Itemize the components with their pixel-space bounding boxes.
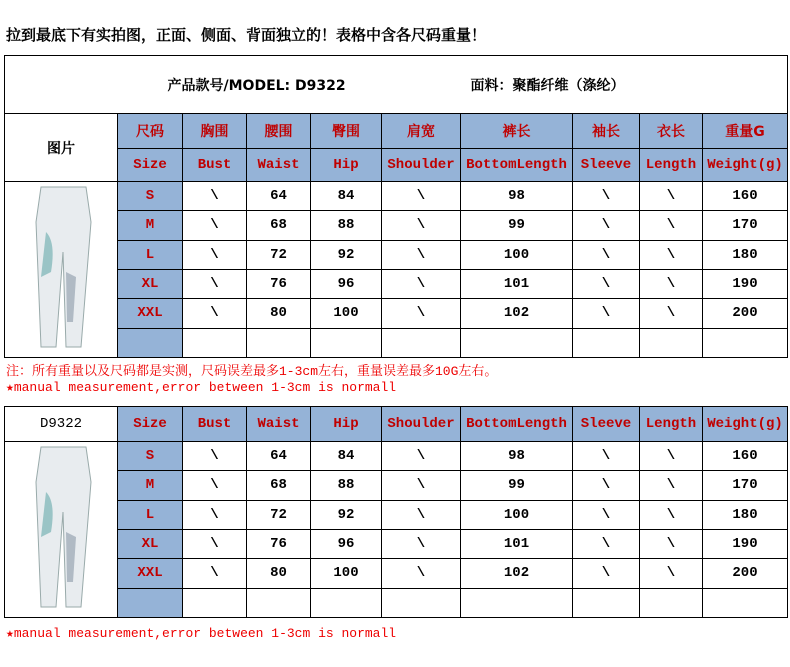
cell: \ bbox=[640, 500, 703, 529]
cell: \ bbox=[640, 471, 703, 500]
cell: \ bbox=[183, 529, 247, 558]
cell: \ bbox=[573, 211, 640, 240]
cell: 180 bbox=[703, 500, 788, 529]
header-en-2: Waist bbox=[247, 407, 311, 442]
cell: 101 bbox=[461, 529, 573, 558]
cell: \ bbox=[382, 442, 461, 471]
cell: 100 bbox=[461, 500, 573, 529]
cell: 180 bbox=[703, 240, 788, 269]
cell: \ bbox=[183, 500, 247, 529]
empty-cell bbox=[703, 328, 788, 357]
cell: \ bbox=[573, 182, 640, 211]
cell: 84 bbox=[311, 182, 382, 211]
table-row bbox=[5, 471, 788, 500]
fabric-label: 面料：聚酯纤维（涤纶） bbox=[470, 77, 625, 94]
table-row bbox=[5, 559, 788, 588]
cell: \ bbox=[183, 471, 247, 500]
picture-label: 图片 bbox=[5, 114, 118, 182]
header-cn-3: 臀围 bbox=[311, 114, 382, 149]
cell: 80 bbox=[247, 559, 311, 588]
cell: 102 bbox=[461, 299, 573, 328]
size-table-1 bbox=[4, 55, 788, 358]
cell: \ bbox=[640, 211, 703, 240]
header-cn-4: 肩宽 bbox=[382, 114, 461, 149]
table-row bbox=[5, 211, 788, 240]
cell: \ bbox=[183, 269, 247, 298]
cell: 170 bbox=[703, 211, 788, 240]
note-en-2: manual measurement,error between 1-3cm is normall bbox=[13, 626, 397, 641]
cell: \ bbox=[573, 559, 640, 588]
note-en-1: manual measurement,error between 1-3cm is normall bbox=[13, 380, 397, 395]
header-cn-2: 腰围 bbox=[247, 114, 311, 149]
cell: \ bbox=[382, 529, 461, 558]
table-row bbox=[5, 529, 788, 558]
cell: 68 bbox=[247, 471, 311, 500]
header-en-8: Weight(g) bbox=[703, 407, 788, 442]
empty-cell bbox=[311, 588, 382, 617]
cell: M bbox=[118, 471, 183, 500]
header-en-4: Shoulder bbox=[382, 407, 461, 442]
empty-cell bbox=[461, 328, 573, 357]
cell: 84 bbox=[311, 442, 382, 471]
cell: \ bbox=[573, 529, 640, 558]
cell: \ bbox=[573, 442, 640, 471]
cell: 88 bbox=[311, 471, 382, 500]
header-en-1: Bust bbox=[183, 149, 247, 182]
empty-cell bbox=[382, 588, 461, 617]
table-row bbox=[5, 299, 788, 328]
empty-cell bbox=[247, 328, 311, 357]
leggings-photo bbox=[11, 442, 111, 612]
cell: \ bbox=[382, 211, 461, 240]
empty-cell bbox=[247, 588, 311, 617]
cell: S bbox=[118, 182, 183, 211]
header-en-0: Size bbox=[118, 149, 183, 182]
empty-cell bbox=[311, 328, 382, 357]
table-row bbox=[5, 500, 788, 529]
empty-row bbox=[5, 588, 788, 617]
header-en-6: Sleeve bbox=[573, 149, 640, 182]
empty-row bbox=[5, 328, 788, 357]
top-banner-text: 拉到最底下有实拍图，正面、侧面、背面独立的！表格中含各尺码重量！ bbox=[6, 26, 487, 44]
cell: \ bbox=[382, 240, 461, 269]
cell: \ bbox=[573, 299, 640, 328]
leggings-photo bbox=[11, 182, 111, 352]
size-table-2 bbox=[4, 406, 788, 618]
empty-cell bbox=[640, 588, 703, 617]
empty-cell bbox=[382, 328, 461, 357]
cell: \ bbox=[183, 182, 247, 211]
cell: M bbox=[118, 211, 183, 240]
cell: \ bbox=[573, 471, 640, 500]
cell: \ bbox=[382, 269, 461, 298]
cell: 68 bbox=[247, 211, 311, 240]
header-cn-1: 胸围 bbox=[183, 114, 247, 149]
model-cell: D9322 bbox=[5, 407, 118, 442]
cell: \ bbox=[382, 500, 461, 529]
header-en-4: Shoulder bbox=[382, 149, 461, 182]
cell: \ bbox=[640, 559, 703, 588]
cell: \ bbox=[640, 299, 703, 328]
cell: 100 bbox=[311, 299, 382, 328]
cell: L bbox=[118, 240, 183, 269]
cell: \ bbox=[382, 299, 461, 328]
table-row bbox=[5, 269, 788, 298]
cell: 80 bbox=[247, 299, 311, 328]
cell: \ bbox=[640, 240, 703, 269]
title-row bbox=[5, 56, 788, 114]
cell: \ bbox=[183, 559, 247, 588]
cell: XXL bbox=[118, 299, 183, 328]
cell: 200 bbox=[703, 299, 788, 328]
cell: 76 bbox=[247, 529, 311, 558]
cell: 64 bbox=[247, 442, 311, 471]
empty-cell bbox=[118, 328, 183, 357]
table-row bbox=[5, 182, 788, 211]
cell: 190 bbox=[703, 529, 788, 558]
photo-cell bbox=[5, 442, 118, 618]
header-en-3: Hip bbox=[311, 407, 382, 442]
model-label: 产品款号/MODEL: D9322 bbox=[167, 77, 346, 94]
header-en-6: Sleeve bbox=[573, 407, 640, 442]
cell: 64 bbox=[247, 182, 311, 211]
cell: 170 bbox=[703, 471, 788, 500]
cell: 101 bbox=[461, 269, 573, 298]
header-en-3: Hip bbox=[311, 149, 382, 182]
cell: XL bbox=[118, 529, 183, 558]
header-en-2: Waist bbox=[247, 149, 311, 182]
cell: \ bbox=[640, 529, 703, 558]
photo-cell bbox=[5, 182, 118, 358]
star-icon: ★ bbox=[6, 626, 14, 641]
header-en-8: Weight(g) bbox=[703, 149, 788, 182]
header-en-7: Length bbox=[640, 407, 703, 442]
table-row bbox=[5, 240, 788, 269]
cell: XXL bbox=[118, 559, 183, 588]
cell: \ bbox=[382, 471, 461, 500]
empty-cell bbox=[183, 328, 247, 357]
header-en-5: BottomLength bbox=[461, 407, 573, 442]
header-en-7: Length bbox=[640, 149, 703, 182]
cell: 100 bbox=[461, 240, 573, 269]
header-cn-0: 尺码 bbox=[118, 114, 183, 149]
cell: XL bbox=[118, 269, 183, 298]
header-en-0: Size bbox=[118, 407, 183, 442]
empty-cell bbox=[640, 328, 703, 357]
cell: 190 bbox=[703, 269, 788, 298]
cell: 98 bbox=[461, 442, 573, 471]
cell: 160 bbox=[703, 442, 788, 471]
cell: \ bbox=[640, 182, 703, 211]
empty-cell bbox=[573, 588, 640, 617]
cell: 76 bbox=[247, 269, 311, 298]
cell: \ bbox=[573, 500, 640, 529]
cell: 96 bbox=[311, 529, 382, 558]
cell: 100 bbox=[311, 559, 382, 588]
header-en-5: BottomLength bbox=[461, 149, 573, 182]
cell: 88 bbox=[311, 211, 382, 240]
empty-cell bbox=[573, 328, 640, 357]
cell: 160 bbox=[703, 182, 788, 211]
header-cn-6: 袖长 bbox=[573, 114, 640, 149]
note-cn: 注：所有重量以及尺码都是实测，尺码误差最多1-3cm左右，重量误差最多10G左右。 bbox=[6, 364, 498, 379]
cell: 102 bbox=[461, 559, 573, 588]
cell: \ bbox=[382, 182, 461, 211]
empty-cell bbox=[703, 588, 788, 617]
table-row bbox=[5, 442, 788, 471]
cell: 72 bbox=[247, 500, 311, 529]
star-icon: ★ bbox=[6, 380, 14, 395]
cell: \ bbox=[183, 211, 247, 240]
empty-cell bbox=[183, 588, 247, 617]
cell: \ bbox=[640, 269, 703, 298]
cell: 99 bbox=[461, 471, 573, 500]
header-en-1: Bust bbox=[183, 407, 247, 442]
header-cn-5: 裤长 bbox=[461, 114, 573, 149]
cell: \ bbox=[183, 299, 247, 328]
cell: \ bbox=[183, 442, 247, 471]
cell: \ bbox=[183, 240, 247, 269]
empty-cell bbox=[461, 588, 573, 617]
header-cn-8: 重量G bbox=[703, 114, 788, 149]
cell: 72 bbox=[247, 240, 311, 269]
header-cn-7: 衣长 bbox=[640, 114, 703, 149]
empty-cell bbox=[118, 588, 183, 617]
cell: 99 bbox=[461, 211, 573, 240]
cell: S bbox=[118, 442, 183, 471]
cell: \ bbox=[382, 559, 461, 588]
cell: L bbox=[118, 500, 183, 529]
cell: 92 bbox=[311, 500, 382, 529]
cell: \ bbox=[573, 240, 640, 269]
cell: 92 bbox=[311, 240, 382, 269]
cell: \ bbox=[573, 269, 640, 298]
cell: \ bbox=[640, 442, 703, 471]
cell: 96 bbox=[311, 269, 382, 298]
cell: 98 bbox=[461, 182, 573, 211]
cell: 200 bbox=[703, 559, 788, 588]
